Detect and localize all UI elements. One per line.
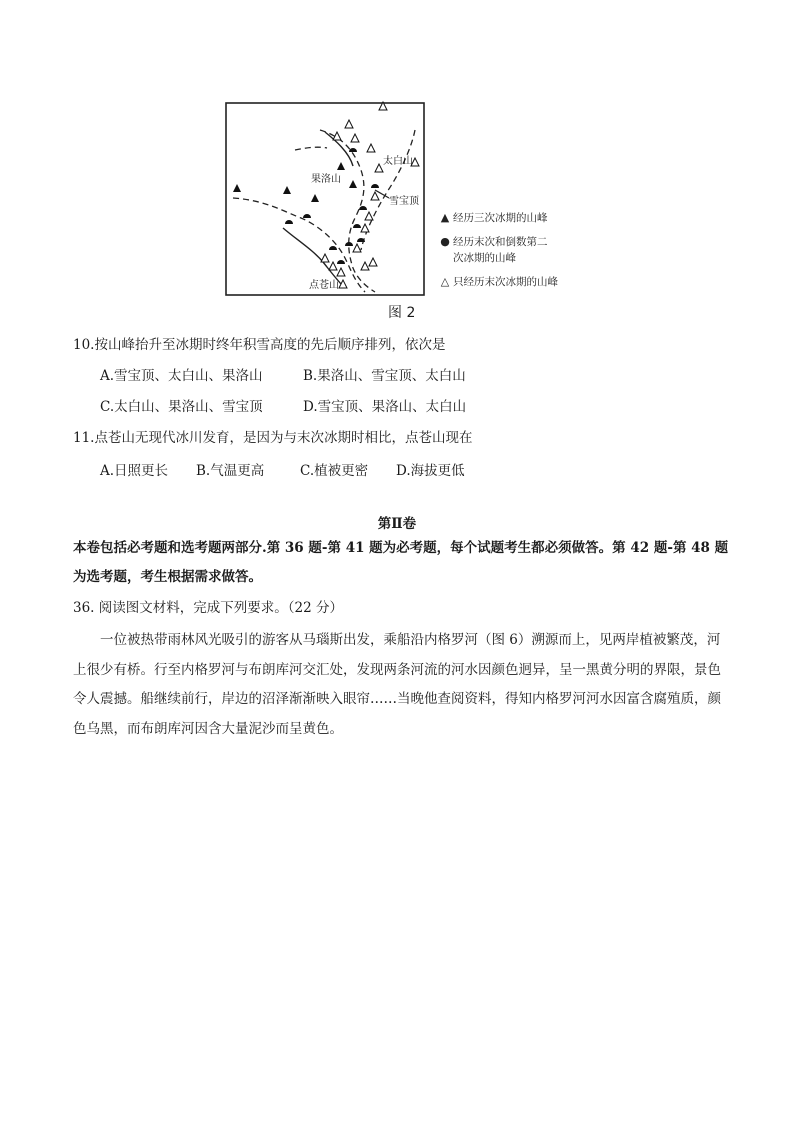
q10-option-c: C.太白山、果洛山、雪宝顶: [100, 399, 263, 415]
solid-line-2: [283, 228, 343, 286]
q10-option-b: B.果洛山、雪宝顶、太白山: [303, 368, 466, 384]
label-taibai: 太白山: [383, 156, 413, 167]
q11-option-c: C.植被更密: [300, 463, 369, 479]
legend-row-one: [437, 274, 597, 290]
hollow-peak-icon: △: [440, 275, 450, 288]
dome-peak-icon: ●: [440, 235, 450, 248]
peaks-two-glaciations: [285, 148, 379, 264]
q10-stem: 10.按山峰抬升至冰期时终年积雪高度的先后顺序排列，依次是: [73, 337, 446, 353]
q10-option-a: A.雪宝顶、太白山、果洛山: [100, 368, 263, 384]
part2-intro: 本卷包括必考题和选考题两部分.第 36 题-第 41 题为必考题，每个试题考生都必须做答。第 42 题-第 48 题为选考题，考生根据需求做答。: [73, 540, 729, 585]
q11-option-d: D.海拔更低: [396, 463, 465, 479]
figure-2: [225, 100, 585, 300]
q11-option-a: A.日照更长: [100, 463, 169, 479]
peaks-last-glaciation: [321, 102, 419, 288]
q11-stem: 11.点苍山无现代冰川发育，是因为与末次冰期时相比，点苍山现在: [73, 430, 473, 446]
part2-title: 第Ⅱ卷: [377, 516, 417, 532]
legend-row-two: [437, 234, 597, 266]
solid-peak-icon: ▲: [440, 211, 450, 224]
label-xuebao: 雪宝顶: [389, 196, 419, 207]
q36-paragraph: 一位被热带雨林风光吸引的游客从马瑙斯出发，乘船沿内格罗河（图 6）溯源而上，见两岸植被繁茂，河上很少有桥。行至内格罗河与布朗库河交汇处，发现两条河流的河水因颜色迥异，呈一黑黄分明的界限，景色令人震撼。船继续前行，岸边的沼泽渐渐映入眼帘……当晚他查阅资料，得知内格罗河河水因富含腐殖质，颜色乌黑，而布朗库河因含大量泥沙而呈黄色。: [73, 632, 721, 737]
label-diancang: 点苍山: [309, 280, 339, 291]
legend-text-three: 经历三次冰期的山峰: [453, 212, 548, 224]
q11-option-b: B.气温更高: [196, 463, 265, 479]
dashed-line-4: [295, 147, 327, 150]
q36-stem: 36. 阅读图文材料，完成下列要求。（22 分）: [73, 600, 343, 616]
label-guoluo: 果洛山: [311, 174, 341, 185]
legend-row-three: [437, 210, 597, 226]
legend-text-two: 经历末次和倒数第二次冰期的山峰: [453, 236, 548, 264]
q10-option-d: D.雪宝顶、果洛山、太白山: [303, 399, 467, 415]
legend-text-one: 只经历末次冰期的山峰: [453, 276, 558, 288]
figure-caption: 图 2: [388, 305, 416, 321]
map-legend: [437, 210, 597, 298]
